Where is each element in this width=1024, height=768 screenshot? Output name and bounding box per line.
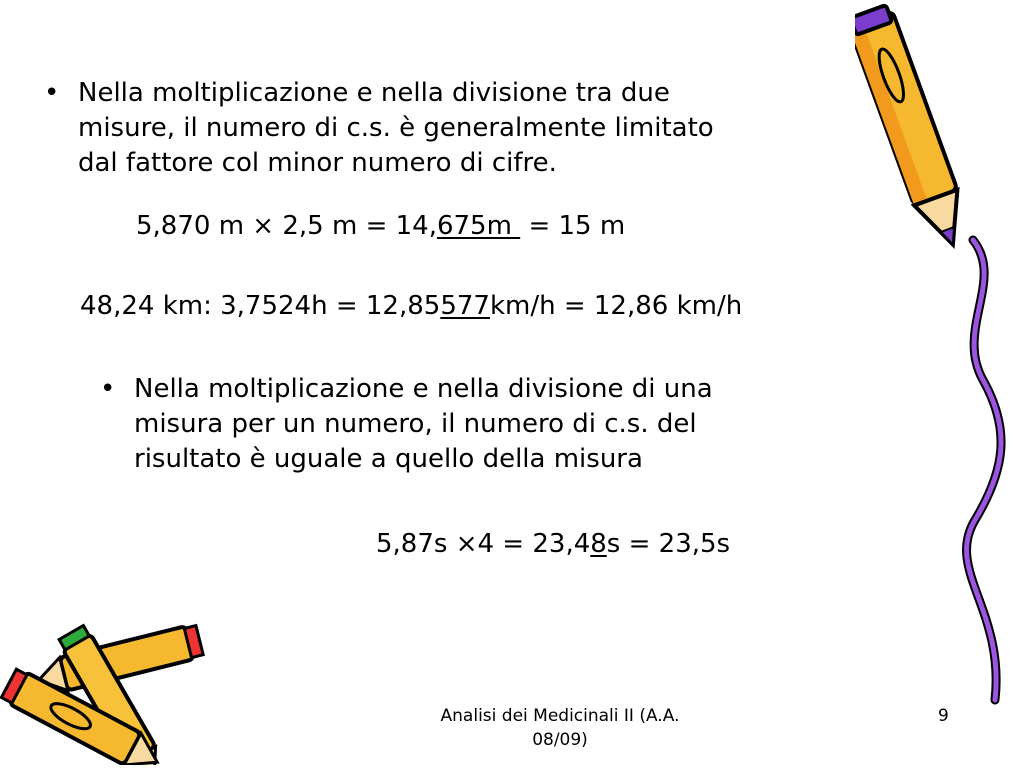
pencil-clipart-icon — [855, 0, 1024, 712]
eq3-part-b: 4 = 23,4 — [477, 529, 591, 559]
bullet-marker: • — [44, 78, 60, 108]
eq1-part-c: = 15 m — [520, 211, 626, 241]
eq1-part-a: 5,870 m — [136, 211, 253, 241]
eq3-part-c: s = 23,5s — [606, 529, 731, 559]
footer-label: Analisi dei Medicinali II (A.A. 08/09) — [440, 706, 680, 750]
eq1-part-b: 2,5 m = 14, — [274, 211, 437, 241]
equation-1 — [136, 210, 625, 242]
times-symbol: × — [252, 211, 275, 241]
eq1-underlined-digits: 675m — [436, 211, 521, 241]
equation-3 — [376, 528, 730, 560]
equation-2 — [80, 290, 742, 322]
eq2-part-c: km/h = 12,86 km/h — [489, 291, 743, 321]
bullet-text: Nella moltiplicazione e nella divisione di una misura per un numero, il numero di c.s. del risultato è uguale a quello della misura — [134, 374, 713, 474]
bullet-marker: • — [100, 374, 116, 404]
footer-text — [410, 704, 710, 752]
bullet-item-2 — [100, 372, 860, 477]
crossed-pencils-clipart-icon — [0, 615, 205, 765]
eq3-underlined-digit: 8 — [590, 529, 607, 559]
eq3-part-a: 5,87s — [376, 529, 456, 559]
bullet-text: Nella moltiplicazione e nella divisione tra due misure, il numero di c.s. è generalmente limitato dal fattore col minor numero di cifre. — [78, 78, 714, 178]
eq2-underlined-digits: 577 — [440, 291, 490, 321]
times-symbol: × — [455, 529, 478, 559]
bullet-item-1 — [44, 76, 844, 181]
page-number: 9 — [938, 706, 949, 726]
eq2-part-a: 48,24 km: 3,7524h = 12,85 — [80, 291, 441, 321]
